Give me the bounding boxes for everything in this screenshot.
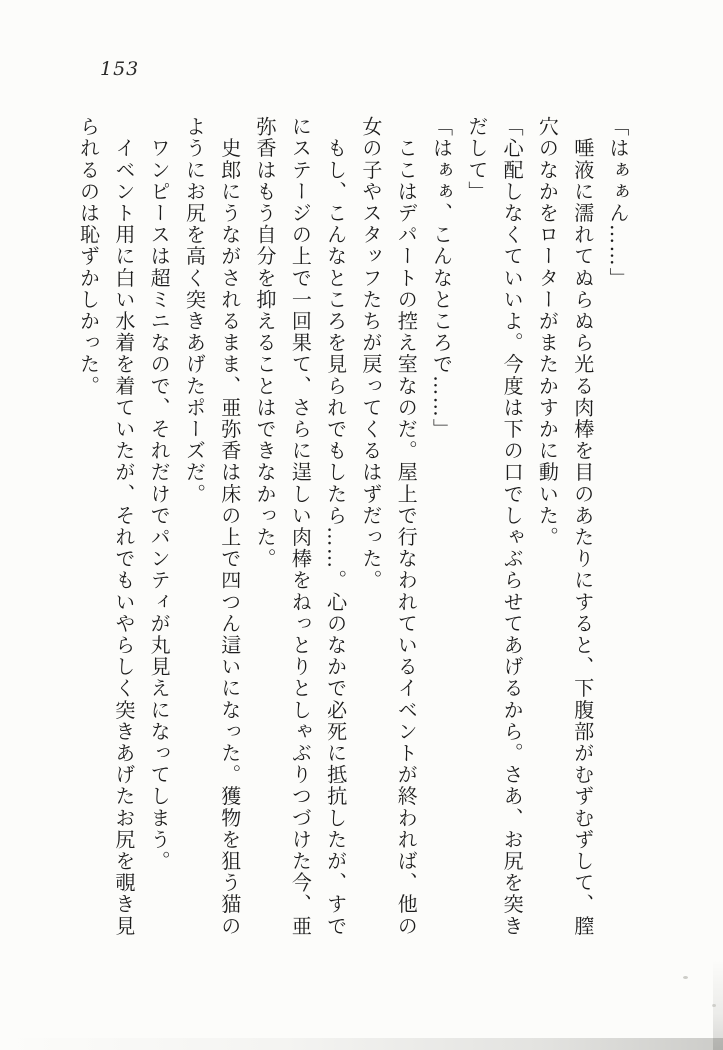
scan-edge-shadow-right [713, 960, 723, 1050]
text-column-2: 唾液に濡れてぬらぬら光る肉棒を目のあたりにすると、下腹部がむずむずして、膣 [570, 116, 595, 937]
text-column-10: にステージの上で一回果て、さらに逞しい肉棒をねっとりとしゃぶりつづけた今、亜 [288, 116, 313, 937]
text-column-3: 穴のなかをローターがまたかすかに動いた。 [535, 116, 560, 548]
text-column-8: 女の子やスタッフたちが戻ってくるはずだった。 [358, 116, 383, 592]
text-column-6: 「はぁぁ、こんなところで……」 [429, 116, 454, 440]
text-column-16: られるのは恥ずかしかった。 [76, 116, 101, 397]
text-block [70, 116, 635, 950]
text-column-5: だして」 [464, 116, 489, 203]
page-number: 153 [100, 58, 140, 80]
scan-edge-shadow-bottom [0, 1038, 723, 1050]
text-column-15: イベント用に白い水着を着ていたが、それでもいやらしく突きあげたお尻を覗き見 [111, 116, 136, 937]
text-column-7: ここはデパートの控え室なのだ。屋上で行なわれているイベントが終われば、他の [394, 116, 419, 937]
text-column-4: 「心配しなくていいよ。今度は下の口でしゃぶらせてあげるから。さあ、お尻を突き [500, 116, 525, 937]
scan-speck [683, 976, 688, 979]
text-column-12: 史郎にうながされるまま、亜弥香は床の上で四つん這いになった。獲物を狙う猫の [217, 116, 242, 937]
text-column-9: もし、こんなところを見られでもしたら……。心のなかで必死に抵抗したが、すで [323, 116, 348, 937]
text-column-1: 「はぁぁん……」 [606, 116, 630, 289]
text-column-13: ようにお尻を高く突きあげたポーズだ。 [182, 116, 207, 505]
text-column-11: 弥香はもう自分を抑えることはできなかった。 [253, 116, 278, 570]
text-column-14: ワンピースは超ミニなので、それだけでパンティが丸見えになってしまう。 [147, 116, 172, 872]
